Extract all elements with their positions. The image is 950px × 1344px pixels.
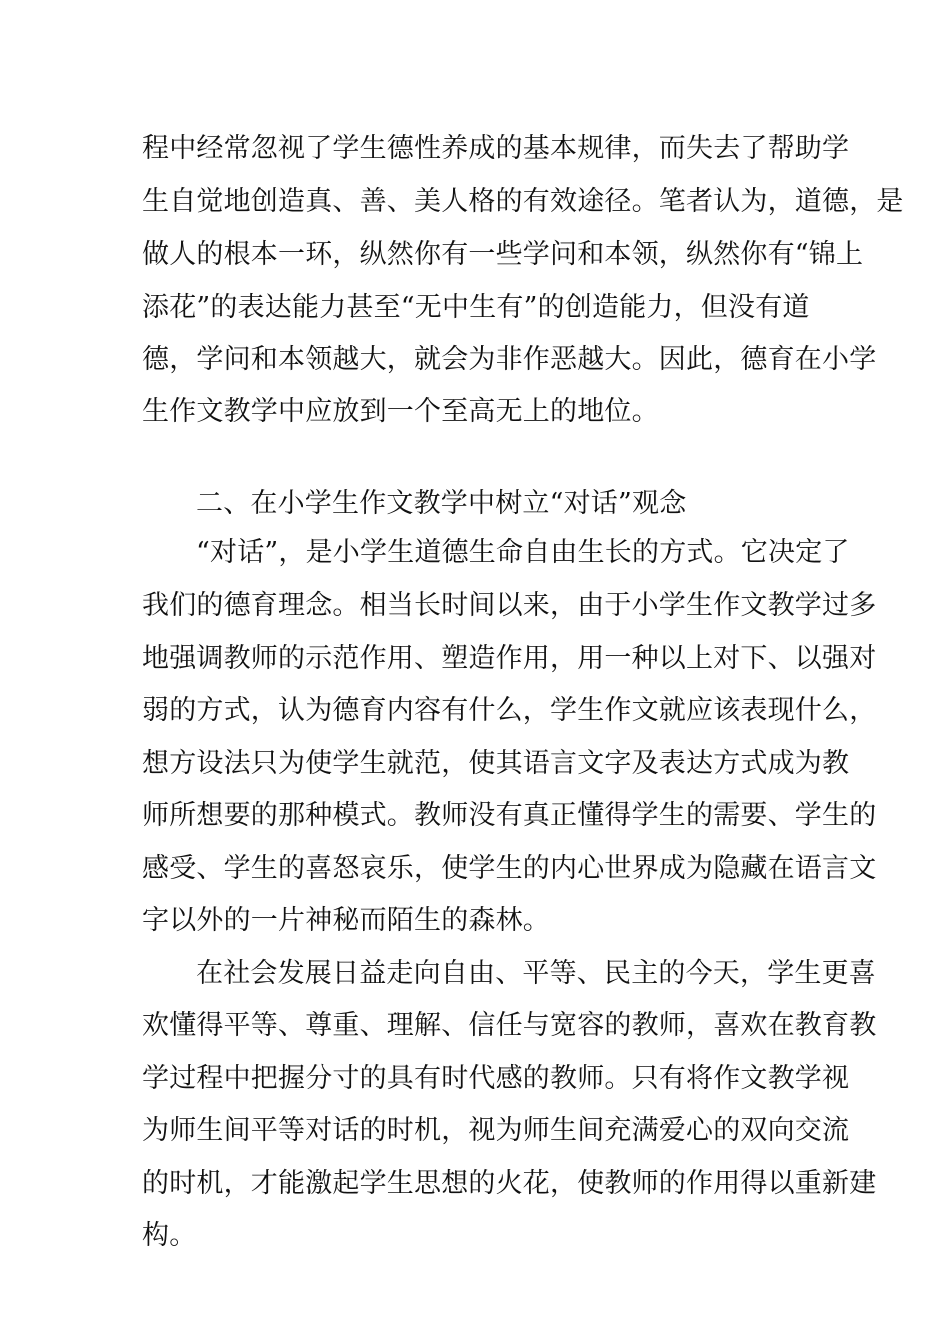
- paragraph-2-line-2: 我们的德育理念。相当长时间以来，由于小学生作文教学过多: [142, 590, 877, 621]
- paragraph-1-line-6: 生作文教学中应放到一个至高无上的地位。: [142, 396, 659, 427]
- paragraph-1-line-2: 生自觉地创造真、善、美人格的有效途径。笔者认为，道德，是: [142, 186, 904, 217]
- paragraph-2-line-6: 师所想要的那种模式。教师没有真正懂得学生的需要、学生的: [142, 800, 877, 831]
- paragraph-2-line-8: 字以外的一片神秘而陌生的森林。: [142, 905, 550, 936]
- paragraph-3-line-6: 构。: [142, 1220, 197, 1251]
- paragraph-3-line-2: 欢懂得平等、尊重、理解、信任与宽容的教师，喜欢在教育教: [142, 1010, 877, 1041]
- section-heading: 二、在小学生作文教学中树立“对话”观念: [196, 488, 687, 519]
- paragraph-3-line-5: 的时机，才能激起学生思想的火花，使教师的作用得以重新建: [142, 1168, 877, 1199]
- paragraph-2-line-4: 弱的方式，认为德育内容有什么，学生作文就应该表现什么，: [142, 695, 877, 726]
- paragraph-2-line-1: “对话”，是小学生道德生命自由生长的方式。它决定了: [196, 537, 850, 568]
- paragraph-2-line-5: 想方设法只为使学生就范，使其语言文字及表达方式成为教: [142, 748, 850, 779]
- paragraph-1-line-3: 做人的根本一环，纵然你有一些学问和本领，纵然你有“锦上: [142, 239, 864, 270]
- paragraph-3-line-1: 在社会发展日益走向自由、平等、民主的今天，学生更喜: [196, 958, 876, 989]
- paragraph-1-line-5: 德，学问和本领越大，就会为非作恶越大。因此，德育在小学: [142, 344, 877, 375]
- paragraph-3-line-3: 学过程中把握分寸的具有时代感的教师。只有将作文教学视: [142, 1063, 850, 1094]
- paragraph-2-line-3: 地强调教师的示范作用、塑造作用，用一种以上对下、以强对: [142, 643, 877, 674]
- paragraph-2-line-7: 感受、学生的喜怒哀乐，使学生的内心世界成为隐藏在语言文: [142, 853, 877, 884]
- paragraph-3-line-4: 为师生间平等对话的时机，视为师生间充满爱心的双向交流: [142, 1115, 850, 1146]
- paragraph-1-line-4: 添花”的表达能力甚至“无中生有”的创造能力，但没有道: [142, 292, 810, 323]
- paragraph-1-line-1: 程中经常忽视了学生德性养成的基本规律，而失去了帮助学: [142, 133, 850, 164]
